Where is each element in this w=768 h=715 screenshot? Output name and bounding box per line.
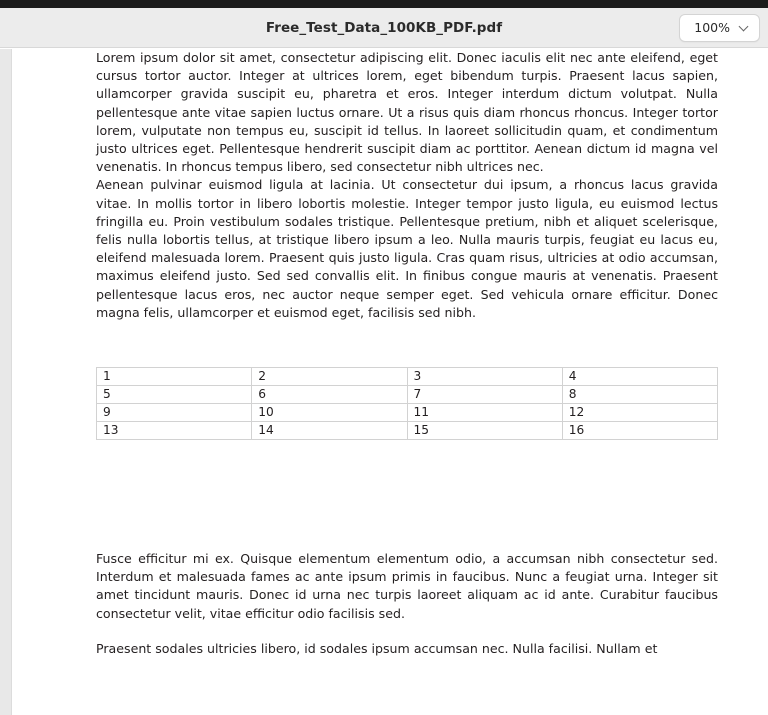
table-cell: 1	[97, 368, 252, 386]
table-cell: 2	[252, 368, 407, 386]
zoom-level-dropdown[interactable]	[679, 14, 760, 42]
document-paragraph-clipped: Praesent sodales ultricies libero, id sodales ipsum accumsan nec. Nulla facilisi. Nullam et	[96, 640, 658, 656]
table-cell: 9	[97, 404, 252, 422]
pdf-page	[12, 49, 768, 715]
pdf-page-content	[96, 49, 718, 656]
pdf-toolbar	[0, 8, 768, 48]
table-row	[97, 368, 718, 386]
table-cell: 3	[407, 368, 562, 386]
table-cell: 14	[252, 422, 407, 440]
table-cell: 8	[562, 386, 717, 404]
table-cell: 11	[407, 404, 562, 422]
table-row	[97, 404, 718, 422]
chevron-down-icon	[739, 22, 749, 32]
table-spacer	[96, 440, 718, 550]
table-cell: 4	[562, 368, 717, 386]
page-title: Free_Test_Data_100KB_PDF.pdf	[265, 19, 503, 36]
table-row	[97, 386, 718, 404]
data-table	[96, 367, 718, 440]
window-chrome-strip	[0, 0, 768, 8]
zoom-level-value: 100%	[694, 20, 730, 35]
document-paragraph: Fusce efficitur mi ex. Quisque elementum elementum odio, a accumsan nibh consectetur sed. Interdum et malesuada fames ac ante ipsum primis in faucibus. Nunc a feugiat urna. Integer sit amet tincidunt mauris. Donec id urna nec turpis laoreet aliquam ac id ante. Curabitur faucibus consectetur velit, vitae efficitur odio facilisis sed.	[96, 551, 718, 621]
document-paragraph: Aenean pulvinar euismod ligula at lacinia. Ut consectetur dui ipsum, a rhoncus lacus gravida vitae. In mollis tortor in libero lobortis molestie. Integer tempor justo ligula, eu euismod lectus fringilla eu. Proin vestibulum sodales tristique. Pellentesque pretium, nibh et aliquet scelerisque, felis nulla lobortis tellus, at tristique libero ipsum a leo. Nulla mauris turpis, feugiat eu lacus eu, eleifend malesuada lorem. Praesent quis justo ligula. Cras quam risus, ultricies at odio accumsan, maximus eleifend justo. Sed sed convallis elit. In finibus congue mauris at venenatis. Praesent pellentesque lacus eros, nec auctor neque semper eget. Sed vehicula ornare efficitur. Donec magna felis, ullamcorper et euismod eget, facilisis sed nibh.	[96, 177, 718, 320]
table-cell: 13	[97, 422, 252, 440]
pdf-viewer-surface[interactable]	[0, 49, 768, 715]
table-cell: 15	[407, 422, 562, 440]
table-row	[97, 422, 718, 440]
table-cell: 6	[252, 386, 407, 404]
document-paragraph: Lorem ipsum dolor sit amet, consectetur adipiscing elit. Donec iaculis elit nec ante eleifend, eget cursus tortor auctor. Integer at ultrices lorem, eget bibendum turpis. Praesent lacus sapien, ullamcorper gravida suscipit eu, pharetra et eros. Integer interdum dictum volutpat. Nulla pellentesque ante vitae sapien luctus ornare. Ut a risus quis diam rhoncus rhoncus. Integer tortor lorem, vulputate non tempus eu, suscipit id tellus. In laoreet sollicitudin quam, et condimentum justo ultrices eget. Pellentesque hendrerit suscipit diam ac porttitor. Aenean dictum id magna vel venenatis. In rhoncus tempus libero, sed consectetur nibh ultrices nec.	[96, 50, 718, 175]
table-cell: 12	[562, 404, 717, 422]
table-cell: 7	[407, 386, 562, 404]
table-cell: 5	[97, 386, 252, 404]
table-cell: 10	[252, 404, 407, 422]
table-cell: 16	[562, 422, 717, 440]
